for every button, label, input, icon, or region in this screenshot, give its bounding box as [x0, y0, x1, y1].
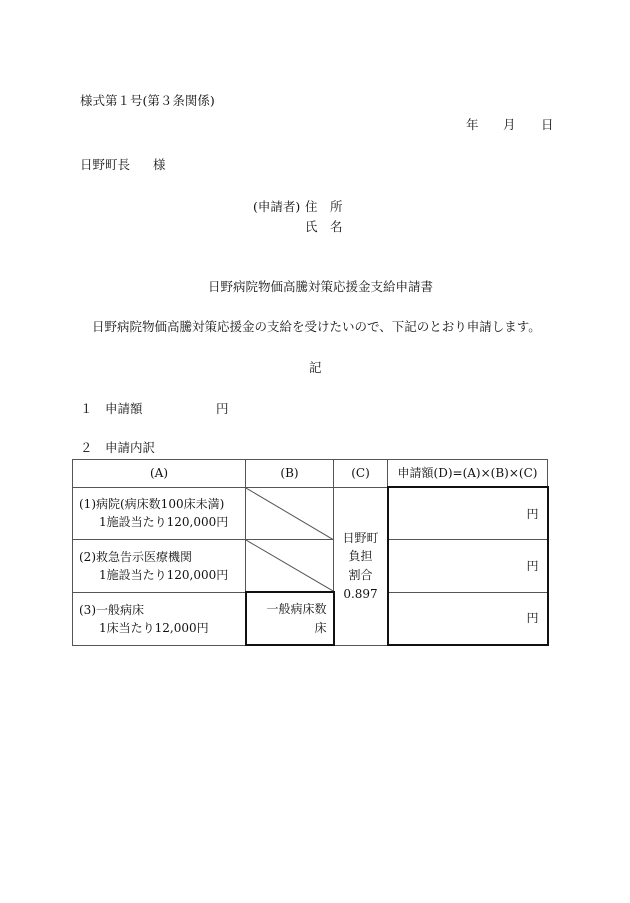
table-header-row: [73, 460, 548, 488]
row1-a-line2: 1施設当たり120,000円: [99, 515, 229, 530]
row2-a-line2: 1施設当たり120,000円: [99, 567, 229, 582]
row1-a-line1: (1)病院(病床数100床未満): [79, 497, 225, 512]
item1-number: １: [80, 401, 93, 416]
c-line2: 負担: [348, 549, 373, 564]
document-title: 日野病院物価高騰対策応援金支給申請書: [208, 279, 434, 294]
row2-d-amount[interactable]: 円: [388, 540, 548, 593]
row3-d-amount[interactable]: 円: [388, 592, 548, 645]
c-line3: 割合: [348, 568, 373, 582]
address-label: 住 所: [305, 199, 343, 214]
row3-a: [73, 592, 246, 645]
row2-a: [73, 540, 246, 593]
intro-text: 日野病院物価高騰対策応援金の支給を受けたいので、下記のとおり申請します。: [92, 319, 541, 334]
item2-label: 申請内訳: [105, 440, 156, 455]
table-row: [73, 487, 548, 540]
header-d: 申請額(D)=(A)×(B)×(C): [388, 460, 548, 488]
row3-b-line1: 一般病床数: [266, 601, 327, 616]
diagonal-slash: [246, 540, 333, 591]
c-cell: [334, 487, 388, 645]
c-line4: 0.897: [343, 586, 378, 601]
header-c: (C): [334, 460, 388, 488]
name-label: 氏 名: [305, 219, 343, 234]
date-year-label: 年: [466, 117, 479, 132]
item1-label: 申請額: [105, 401, 143, 416]
c-line1: 日野町: [342, 530, 379, 545]
table-row: [73, 592, 548, 645]
date-month-label: 月: [503, 117, 516, 132]
diagonal-slash: [246, 488, 333, 540]
item1-unit: 円: [216, 401, 229, 416]
applicant-label: (申請者): [253, 199, 301, 214]
item2-number: ２: [80, 440, 93, 455]
row3-b-line2: 床: [314, 620, 327, 635]
date-day-label: 日: [541, 117, 554, 132]
row3-a-line1: (3)一般病床: [79, 602, 144, 617]
row1-d-amount[interactable]: 円: [388, 487, 548, 540]
breakdown-table: [72, 459, 549, 646]
row3-b-bed-count[interactable]: [246, 592, 334, 645]
header-a: (A): [73, 460, 246, 488]
ki-heading: 記: [309, 360, 322, 375]
row1-a: [73, 487, 246, 540]
header-b: (B): [246, 460, 334, 488]
row2-b-slashed: [246, 540, 334, 593]
row1-b-slashed: [246, 487, 334, 540]
row2-a-line1: (2)救急告示医療機関: [79, 549, 192, 564]
addressee: 日野町長: [80, 157, 131, 172]
table-row: [73, 540, 548, 593]
honorific: 様: [153, 157, 166, 172]
form-number: 様式第１号(第３条関係): [80, 93, 215, 108]
row3-a-line2: 1床当たり12,000円: [99, 620, 209, 635]
